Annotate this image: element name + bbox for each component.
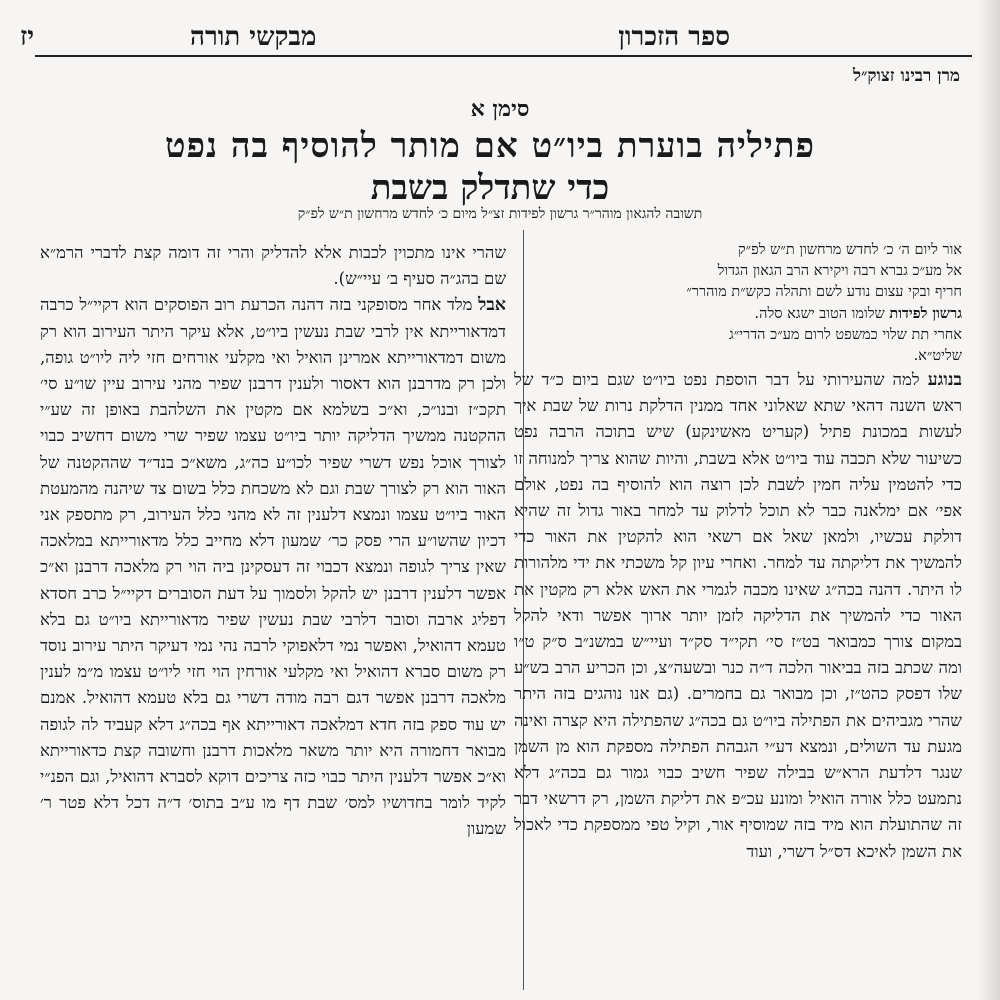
letter-dateline: אור ליום ה׳ כ׳ לחדש מרחשון ת״ש לפ״ק — [737, 242, 962, 258]
left-lead-word: אבל — [478, 295, 506, 316]
letter-addressee-1: אל מע״כ גברא רבה ויקירא הרב הגאון הגדול — [717, 263, 962, 279]
letter-greeting-1: אחרי תת שלוי כמשפט לרום מע״כ הדרי״ג — [728, 327, 962, 343]
article-title-line-1: פתיליה בוערת ביו״ט אם מותר להוסיף בה נפט — [165, 126, 815, 166]
section-title: מבקשי תורה — [190, 22, 317, 52]
siman-heading: סימן א — [470, 96, 530, 122]
right-lead-word: בנוגע — [927, 370, 962, 390]
attribution-line: תשובה להגאון מוהר״ר גרשון לפידות זצ״ל מיום כ׳ לחדש מרחשון ת״ש לפ״ק — [297, 206, 703, 222]
right-body-paragraph — [514, 367, 962, 865]
left-body-paragraph-2 — [40, 292, 506, 842]
article-title-line-2: כדי שתדלק בשבת — [370, 168, 610, 208]
left-column — [40, 240, 506, 992]
running-head — [20, 22, 730, 52]
page-gutter-shade — [978, 0, 1000, 1000]
right-column — [514, 240, 962, 992]
letter-greeting-2: שליט״א. — [913, 348, 962, 364]
right-body-text: למה שהעירותי על דבר הוספת נפט ביו״ט שגם ביום כ״ד של ראש השנה דהאי שתא שאלוני אחד ממנין הדלקת נרות של שבת איך לעשות במכונת פתיל (קעריט מאשינקע) שיש בתוכה הרבה נפט כשיעור שלא תכבה עוד ביו״ט אלא בשבת, והיות שהוא צריך למנוחה זו כדי להטמין עליה חמין לשבת לכן רוצה הוא להוסיף בה נפט, אולם אפי׳ אם ימלאנה כבר לא תוכל לדלוק עד למחר באור גדול זה שהיא דולקת עכשיו, ולמאן שאל אם רשאי הוא להקטין את האור כדי להמשיך את דליקתה עד למחר. ואחרי עיון קל משכתי את ידי מלהורות לו היתר. דהנה בכה״ג שאינו מכבה לגמרי את האש אלא רק מקטין את האור כדי להמשיך את הדליקה לזמן יותר ארוך אפשר ודאי להקל במקום צורך כמבואר בט״ז סי׳ תקי״ד סק״ד ועיי״ש במשנ״ב ס״ק ט״ו ומה שכתב בזה בביאור הלכה ד״ה כנר ובשעה״צ, וכן הכריע הרב בש״ע שלו דפסק כהט״ז, וכן מבואר גם בחמרים. (גם אנו נוהגים בזה היתר שהרי מגביהים את הפתילה ביו״ט גם בכה״ג שהפתילה היא קצרה ואינה מגעת עד השולים, ונמצא דע״י הגבהת הפתילה מספקת הוא מן השמן שנגר דלדעת הרא״ש בבילה שפיר חשיב כבוי גמור גם בכה״ג דלא נתמעט כלל אורה הואיל ומונע עכ״פ את דליקת השמן, רק דרשאי דבר זה שהתועלת הוא מיד בזה שמוסיף אור, וקיל טפי ממספקת כדי לאכול את השמן לאיכא דס״ל דשרי, ועוד — [514, 370, 962, 861]
book-title: ספר הזכרון — [618, 22, 730, 52]
author-line: מרן רבינו זצוק״ל — [853, 66, 960, 86]
letter-addressee-3-wrap — [514, 303, 962, 325]
letter-addressee-2: חריף ובקי עצום נודע לשם ותהלה כקש״ת מוהרר״ — [686, 284, 962, 300]
left-body-paragraph-1: שהרי אינו מתכוין לכבות אלא להדליק והרי זה דומה קצת לדברי הרמ״א שם בהג״ה סעיף ב׳ עיי״ש). — [40, 243, 506, 289]
recipient-name: גרשון לפידות — [889, 305, 962, 322]
header-rule — [35, 55, 972, 57]
left-body-text: מלד אחר מסופקני בזה דהנה הכרעת רוב הפוסקים הוא דקיי״ל כרבה דמדאורייתא אין לרבי שבת נעשין ביו״ט, אלא עיקר היתר העירוב הוא רק משום דמדאורייתא אמרינן הואיל ואי מקלעי אורחים חזי ליה ליו״ט גופה, ולכן רק מדרבנן הוא דאסור ולענין דרבנן שפיר מהני עירוב עיין שו״ע סי׳ תקכ״ז ובנו״כ, וא״כ בשלמא אם מקטין את השלהבת באופן זה שע״י ההקטנה ממשיך הדליקה יותר ביו״ט עצמו שפיר שרי משום דחשיב כבוי לצורך אוכל נפש דשרי שפיר לכו״ע כה״ג, משא״כ בנד״ד שההקטנה של האור הוא רק לצורך שבת וגם לא משכחת כלל בשום צד שיהנה מהמעטת האור ביו״ט עצמו ונמצא דלענין זה לא מהני כלל העירוב, רק מתספק אני דכיון שהשו״ע הרי פסק כר׳ שמעון דלא מחייב כלל מדאורייתא במלאכה שאין צריך לגופה ונמצא דכבוי זה דעסקינן ביה הוי רק מלאכה דרבנן וא״כ אפשר דלענין דרבנן יש להקל ולסמוך על דעת הסוברים דקיי״ל כרב חסדא דפליג ארבה וסובר דלרבי שבת נעשין שפיר מדאורייתא ביו״ט גם בלא טעמא דהואיל, ואפשר נמי דלאפוקי לרבה נהי נמי דעיקר היתר עירוב נוסד רק משום סברא דהואיל ואי מקלעי אורחין הוי חזי ליו״ט עצמו מ״מ לענין מלאכה דרבנן אפשר דגם רבה מודה דשרי גם בלא טעמא דהואיל. אמנם יש עוד ספק בזה חדא דמלאכה דאורייתא אף בכה״ג דלא קעביד לה לגופה מבואר דחמורה היא יותר משאר מלאכות דרבנן וחשובה קצת כדאורייתא וא״כ אפשר דלענין היתר כבוי כזה צריכים דוקא לסברא דהואיל, וגם הפנ״י לקיד לומר בחדושיו למס׳ שבת דף מו ע״ב בתוס׳ ד״ה דכל דלא פטר ר׳ שמעון — [40, 295, 506, 839]
page-number: יז — [20, 22, 35, 52]
letter-addressee-3: שלומו הטוב ישגא סלה. — [754, 306, 885, 322]
